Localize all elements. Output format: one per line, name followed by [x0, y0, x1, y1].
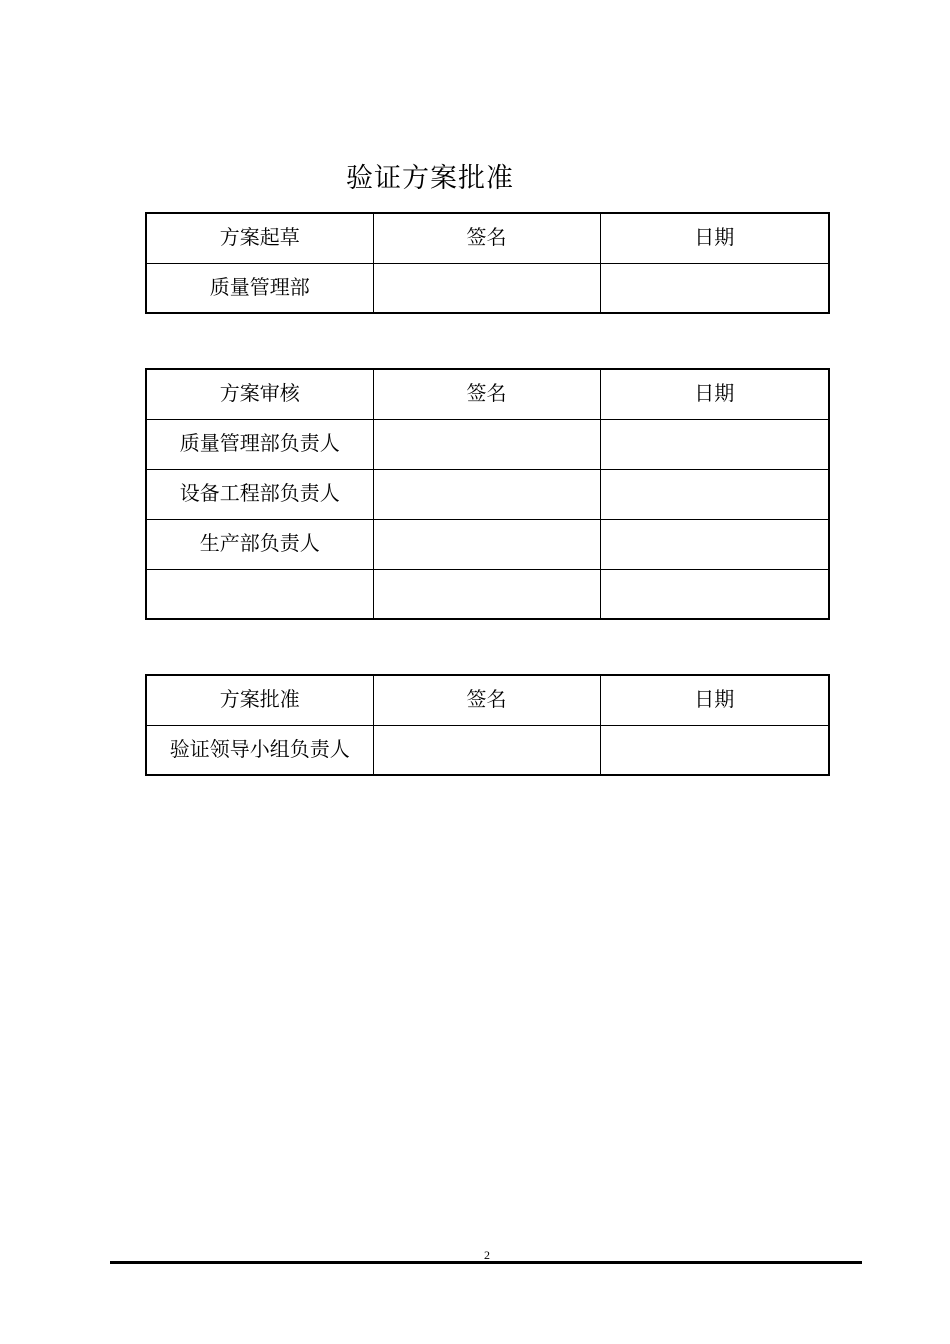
role-cell: 验证领导小组负责人 [146, 725, 373, 775]
table-row [146, 469, 829, 519]
date-cell[interactable] [600, 725, 829, 775]
signature-cell[interactable] [373, 519, 600, 569]
header-cell-role: 方案起草 [146, 213, 373, 263]
header-cell-role: 方案审核 [146, 369, 373, 419]
table-header-row [146, 213, 829, 263]
header-cell-signature: 签名 [373, 369, 600, 419]
review-approval-table [145, 368, 830, 620]
signature-cell[interactable] [373, 419, 600, 469]
header-cell-date: 日期 [600, 213, 829, 263]
header-cell-date: 日期 [600, 675, 829, 725]
date-cell[interactable] [600, 469, 829, 519]
draft-approval-table [145, 212, 830, 314]
header-cell-role: 方案批准 [146, 675, 373, 725]
header-cell-signature: 签名 [373, 675, 600, 725]
final-approval-table [145, 674, 830, 776]
date-cell[interactable] [600, 569, 829, 619]
table-header-row [146, 369, 829, 419]
date-cell[interactable] [600, 419, 829, 469]
role-cell: 质量管理部 [146, 263, 373, 313]
header-cell-date: 日期 [600, 369, 829, 419]
role-cell: 生产部负责人 [146, 519, 373, 569]
date-cell[interactable] [600, 519, 829, 569]
role-cell[interactable] [146, 569, 373, 619]
signature-cell[interactable] [373, 569, 600, 619]
header-cell-signature: 签名 [373, 213, 600, 263]
table-row [146, 725, 829, 775]
table-row [146, 263, 829, 313]
role-cell: 设备工程部负责人 [146, 469, 373, 519]
date-cell[interactable] [600, 263, 829, 313]
role-cell: 质量管理部负责人 [146, 419, 373, 469]
page-title: 验证方案批准 [346, 163, 514, 194]
page-number: 2 [484, 1248, 490, 1262]
table-row [146, 419, 829, 469]
signature-cell[interactable] [373, 725, 600, 775]
table-header-row [146, 675, 829, 725]
table-row [146, 569, 829, 619]
footer-divider [110, 1261, 862, 1264]
signature-cell[interactable] [373, 263, 600, 313]
table-row [146, 519, 829, 569]
signature-cell[interactable] [373, 469, 600, 519]
